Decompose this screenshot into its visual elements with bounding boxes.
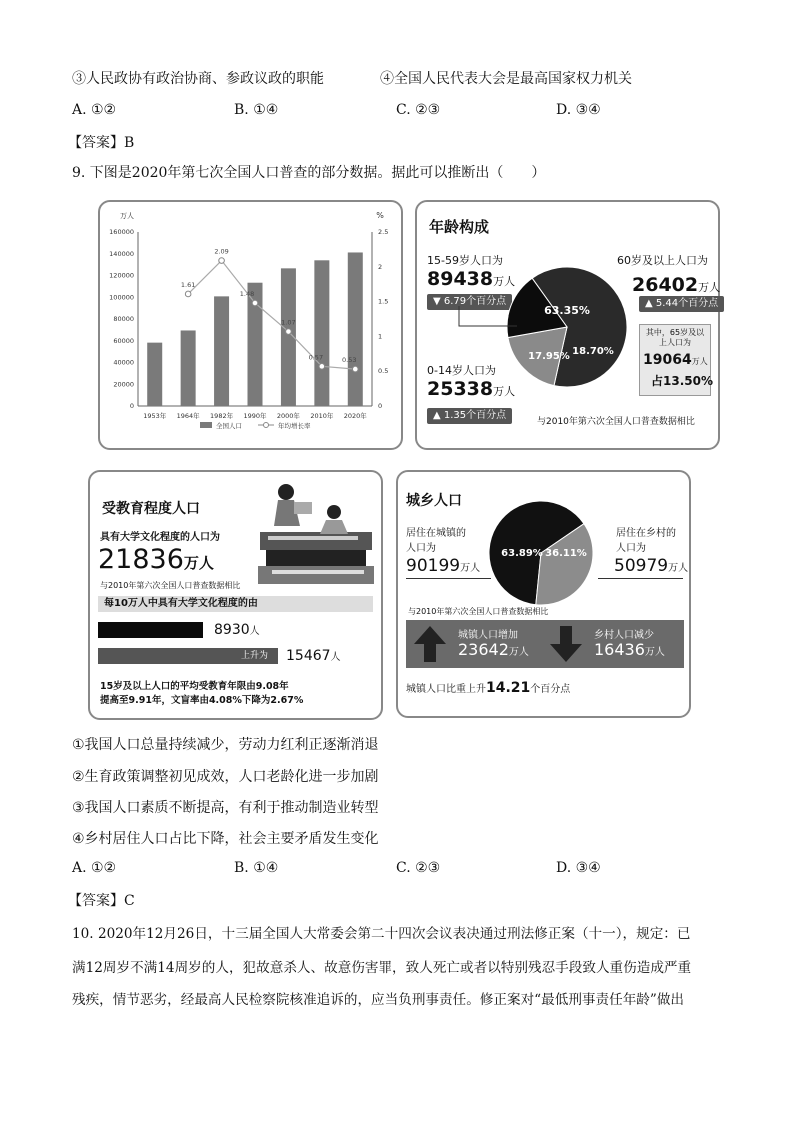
- legend-label-rate: 年均增长率: [278, 422, 311, 430]
- age-1559-label: 15-59岁人口为: [427, 254, 503, 267]
- growth-rate-point: [252, 300, 258, 306]
- urban-rural-label-2: 人口为: [616, 543, 646, 554]
- legend-marker-rate: [264, 423, 269, 428]
- age-title: 年龄构成: [429, 218, 490, 236]
- left-tick-label: 120000: [109, 271, 134, 280]
- x-tick-label: 1990年: [243, 412, 267, 420]
- urban-rural-rule: [598, 578, 683, 579]
- urban-town-label-1: 居住在城镇的: [406, 528, 466, 539]
- right-tick-label: 2: [378, 262, 383, 271]
- population-bar: [214, 296, 229, 406]
- legend-label-population: 全国人口: [216, 422, 242, 430]
- edu-bar-title: 每10万人中具有大学文化程度的由: [98, 596, 373, 612]
- urban-pie-label-town: 63.89%: [501, 548, 543, 559]
- x-tick-label: 2020年: [343, 412, 367, 420]
- urban-dec-label: 乡村人口减少: [594, 630, 654, 641]
- growth-rate-label: 0.57: [308, 353, 324, 362]
- edu-note-1: 15岁及以上人口的平均受教育年限由9.08年: [100, 681, 289, 692]
- books-reading-illustration: [258, 482, 378, 590]
- growth-rate-point: [185, 291, 191, 297]
- education-panel: 受教育程度人口 具有大学文化程度的人口为 21836万人 与2010年第六次全国人口普查数据相比 每10万人中具有大学文化程度的由 8930人 上升为 15467人 15岁及以上人口的平均受教育年限由9.08年 提高至9.91年，文盲率由4.08%下降为2.67%: [88, 470, 383, 720]
- population-chart: [100, 202, 401, 448]
- age-65-text: 其中，65岁及以上人口为: [645, 328, 705, 347]
- right-tick-label: 1.5: [378, 297, 389, 306]
- left-tick-label: 40000: [113, 358, 134, 367]
- urban-town-label-2: 人口为: [406, 543, 436, 554]
- urban-title: 城乡人口: [406, 493, 462, 509]
- q8-option-3: ③人民政协有政治协商、参政议政的职能: [72, 71, 324, 87]
- left-tick-label: 60000: [113, 336, 134, 345]
- x-tick-label: 1982年: [210, 412, 234, 420]
- growth-rate-point: [352, 366, 358, 372]
- left-tick-label: 80000: [113, 315, 134, 323]
- q8-choice-a: A. ①②: [72, 102, 117, 118]
- urban-rural-panel: 城乡人口 居住在城镇的 人口为 90199万人 居住在乡村的 人口为 50979万人 63.89% 36.11% 与2010年第六次全国人口普查数据相比 城镇人口增加 23642万人 乡村人口减少 16436万人 城镇人口比重上升14.21个百分点: [396, 470, 691, 718]
- age-footnote: 与2010年第六次全国人口普查数据相比: [537, 417, 695, 427]
- age-65-value: 19064: [643, 352, 692, 368]
- urban-compare: 与2010年第六次全国人口普查数据相比: [408, 607, 549, 616]
- age-65-percent: 占13.50%: [651, 374, 713, 388]
- urban-bottom-line: 城镇人口比重上升14.21个百分点: [406, 680, 571, 696]
- age-60-unit: 万人: [698, 281, 721, 294]
- left-tick-label: 20000: [113, 380, 134, 389]
- left-tick-label: 160000: [109, 228, 134, 236]
- q8-choice-c: C. ②③: [396, 102, 441, 118]
- population-bar: [314, 260, 329, 406]
- left-tick-label: 140000: [109, 249, 134, 258]
- q9-choice-a: A. ①②: [72, 860, 117, 876]
- age-014-unit: 万人: [493, 385, 516, 398]
- growth-rate-point: [286, 329, 292, 335]
- right-unit-label: %: [376, 211, 384, 220]
- age-60-change: ▲ 5.44个百分点: [639, 296, 724, 312]
- urban-inc-label: 城镇人口增加: [458, 630, 518, 641]
- q9-statement-3: ③我国人口素质不断提高，有利于推动制造业转型: [72, 800, 379, 816]
- growth-rate-point: [219, 258, 225, 264]
- q8-choice-d: D. ③④: [556, 102, 601, 118]
- urban-pie: [486, 498, 596, 608]
- q9-choice-d: D. ③④: [556, 860, 601, 876]
- age-panel: 年龄构成 15-59岁人口为 89438万人 ▼ 6.79个百分点 60岁及以上人口为 26402万人 ▲ 5.44个百分点 其中，65岁及以上人口为 19064万人 占13.50% 0-14岁人口为 25338万人 ▲ 1.35个百分点 与2010年第六次全国人口普查数据相比 63.35% 18.70% 17.95%: [415, 200, 720, 450]
- q10-line-3: 残疾，情节恶劣，经最高人民检察院核准追诉的，应当负刑事责任。修正案对“最低刑事责任年龄”做出: [72, 992, 685, 1008]
- age-leader-line: [457, 304, 527, 334]
- x-tick-label: 1964年: [176, 412, 200, 420]
- age-1559-value: 89438: [427, 268, 494, 290]
- growth-rate-label: 1.61: [180, 280, 196, 289]
- population-bar: [348, 252, 363, 406]
- edu-note-2: 提高至9.91年，文盲率由4.08%下降为2.67%: [100, 695, 304, 706]
- right-tick-label: 0.5: [378, 367, 389, 376]
- left-unit-label: 万人: [120, 212, 134, 220]
- q9-choice-b: B. ①④: [234, 860, 279, 876]
- age-60-label: 60岁及以上人口为: [617, 254, 708, 267]
- edu-line1: 具有大学文化程度的人口为: [100, 532, 220, 543]
- population-chart-panel: [98, 200, 403, 450]
- urban-rural-label-1: 居住在乡村的: [616, 528, 676, 539]
- age-pie-label-0-14: 17.95%: [528, 351, 570, 362]
- edu-2020-value: 15467: [286, 648, 331, 664]
- q9-answer: 【答案】C: [68, 893, 135, 909]
- edu-2010-value: 8930: [214, 622, 250, 638]
- q9-stem: 9. 下图是2020年第七次全国人口普查的部分数据。据此可以推断出（ ）: [72, 165, 546, 181]
- q9-statement-1: ①我国人口总量持续减少，劳动力红利正逐渐消退: [72, 737, 379, 753]
- q9-statement-4: ④乡村居住人口占比下降，社会主要矛盾发生变化: [72, 831, 379, 847]
- edu-bar-2010: [98, 622, 203, 638]
- age-014-value: 25338: [427, 378, 494, 400]
- edu-bar-2020: 上升为: [98, 648, 278, 664]
- q8-answer: 【答案】B: [68, 135, 135, 151]
- left-tick-label: 100000: [109, 293, 134, 302]
- legend-swatch-population: [200, 422, 212, 428]
- q10-line-1: 10. 2020年12月26日，十三届全国人大常委会第二十四次会议表决通过刑法修正案（十一），规定：已: [72, 926, 691, 942]
- x-tick-label: 1953年: [143, 412, 167, 420]
- age-60-value: 26402: [632, 274, 699, 296]
- q10-line-2: 满12周岁不满14周岁的人，犯故意杀人、故意伤害罪，致人死亡或者以特别残忍手段致人重伤造成严重: [72, 960, 692, 976]
- right-tick-label: 1: [378, 332, 383, 341]
- age-pie-label-60-plus: 18.70%: [572, 346, 614, 357]
- arrow-down-icon: [548, 624, 584, 664]
- right-tick-label: 0: [378, 402, 383, 410]
- urban-rural-value: 50979: [614, 556, 669, 576]
- growth-rate-line: [188, 261, 355, 370]
- growth-rate-point: [319, 364, 325, 370]
- arrow-up-icon: [412, 624, 448, 664]
- q9-statement-2: ②生育政策调整初见成效，人口老龄化进一步加剧: [72, 769, 379, 785]
- growth-rate-label: 1.48: [239, 289, 255, 298]
- edu-title: 受教育程度人口: [102, 501, 200, 517]
- x-tick-label: 2010年: [310, 412, 334, 420]
- population-bar: [147, 343, 162, 406]
- urban-pie-label-rural: 36.11%: [545, 548, 587, 559]
- age-1559-unit: 万人: [493, 275, 516, 288]
- urban-town-value: 90199: [406, 556, 461, 576]
- population-bar: [181, 330, 196, 406]
- edu-unit: 万人: [183, 554, 214, 572]
- growth-rate-label: 0.53: [342, 356, 357, 365]
- urban-dec-value: 16436: [594, 640, 645, 659]
- edu-compare: 与2010年第六次全国人口普查数据相比: [100, 581, 241, 590]
- right-tick-label: 2.5: [378, 228, 389, 236]
- edu-value: 21836: [98, 544, 184, 575]
- q8-choice-b: B. ①④: [234, 102, 279, 118]
- urban-town-rule: [406, 578, 491, 579]
- urban-inc-value: 23642: [458, 640, 509, 659]
- growth-rate-label: 1.07: [281, 318, 296, 327]
- age-pie-label-15-59: 63.35%: [544, 304, 590, 317]
- q9-choice-c: C. ②③: [396, 860, 441, 876]
- age-1559-change: ▼ 6.79个百分点: [427, 294, 512, 310]
- growth-rate-label: 2.09: [214, 247, 229, 256]
- q8-option-4: ④全国人民代表大会是最高国家权力机关: [380, 71, 632, 87]
- age-014-change: ▲ 1.35个百分点: [427, 408, 512, 424]
- x-tick-label: 2000年: [276, 412, 300, 420]
- age-014-label: 0-14岁人口为: [427, 364, 496, 377]
- left-tick-label: 0: [129, 402, 134, 410]
